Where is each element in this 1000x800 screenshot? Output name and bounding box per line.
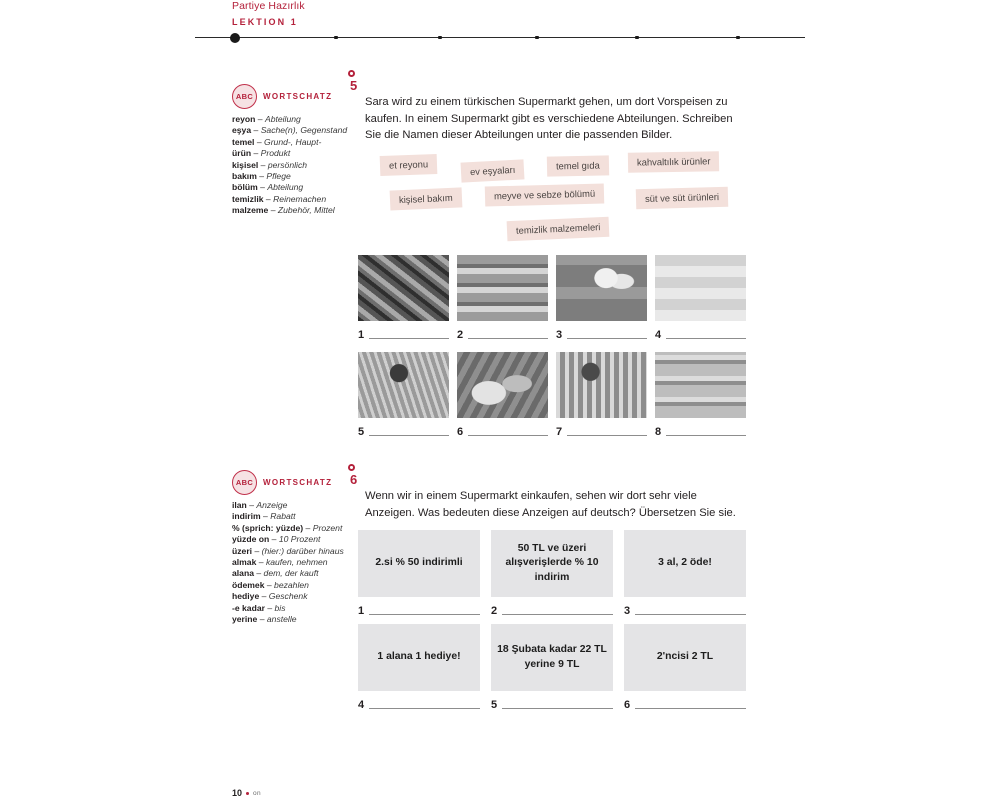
vocabulary-separator: – [264, 602, 275, 613]
advertisement-cell [491, 624, 613, 711]
vocabulary-term: reyon [232, 114, 256, 124]
advertisement-text: 1 alana 1 hediye! [358, 624, 480, 691]
vocabulary-separator: – [269, 534, 279, 545]
answer-row [556, 424, 647, 438]
vocabulary-separator: – [252, 545, 262, 556]
answer-blank-line[interactable] [666, 435, 746, 436]
vocabulary-term: eşya [232, 125, 252, 136]
answer-blank-line[interactable] [369, 435, 449, 436]
vocabulary-header [232, 470, 352, 494]
answer-number: 2 [457, 329, 464, 341]
vocabulary-gloss: dem, der kauft [263, 568, 319, 579]
photo-1 [358, 255, 449, 321]
vocabulary-entry [232, 500, 352, 511]
advertisement-text: 18 Şubata kadar 22 TL yerine 9 TL [491, 624, 613, 691]
vocabulary-term: ödemek [232, 579, 265, 590]
advertisement-text: 50 TL ve üzeri alışverişlerde % 10 indirim [491, 530, 613, 597]
advertisement-cell [624, 530, 746, 617]
vocabulary-gloss: Sache(n), Gegenstand [260, 125, 348, 136]
vocabulary-gloss: persönlich [267, 159, 308, 170]
vocabulary-gloss: Geschenk [268, 591, 308, 602]
word-chip[interactable]: meyve ve sebze bölümü [485, 183, 605, 206]
vocabulary-separator: – [251, 125, 261, 136]
vocabulary-gloss: Produkt [260, 148, 291, 159]
word-chip-bank [365, 155, 755, 245]
vocabulary-term: % (sprich: yüzde) [232, 522, 304, 533]
answer-number: 6 [624, 699, 631, 711]
answer-blank-line[interactable] [502, 614, 613, 615]
picture-cell [556, 352, 647, 438]
abc-icon: ABC [232, 470, 257, 495]
vocabulary-entry [232, 182, 352, 193]
vocabulary-separator: – [258, 159, 268, 170]
answer-blank-line[interactable] [567, 435, 647, 436]
advertisement-cell [491, 530, 613, 617]
vocabulary-separator: – [303, 522, 313, 533]
vocabulary-entry [232, 546, 352, 557]
word-chip[interactable]: kahvaltılık ürünler [628, 151, 720, 173]
vocabulary-separator: – [253, 568, 264, 579]
word-chip[interactable]: temizlik malzemeleri [507, 217, 610, 241]
vocabulary-separator: – [246, 500, 257, 510]
vocabulary-entry [232, 125, 352, 136]
vocabulary-gloss: (hier:) darüber hinaus [261, 545, 344, 556]
vocabulary-term: bölüm [232, 182, 258, 193]
vocabulary-entry [232, 614, 352, 625]
answer-row [457, 327, 548, 341]
answer-blank-line[interactable] [468, 338, 548, 339]
exercise-instruction: Wenn wir in einem Supermarkt einkaufen, sehen wir dort sehr viele Anzeigen. Was bedeuten diese Anzeigen auf deutsch? Übersetzen Sie sie. [365, 490, 736, 519]
vocabulary-separator: – [257, 614, 267, 625]
vocabulary-separator: – [268, 205, 278, 216]
answer-number: 5 [491, 699, 498, 711]
page-header-lesson: LEKTION 1 [232, 17, 298, 27]
vocabulary-label: WORTSCHATZ [263, 91, 333, 101]
advertisement-cell [624, 624, 746, 711]
vocabulary-header [232, 84, 352, 108]
answer-number: 5 [358, 426, 365, 438]
answer-row [358, 697, 480, 711]
answer-row [655, 327, 746, 341]
vocabulary-list [232, 114, 352, 217]
word-chip[interactable]: temel gıda [547, 155, 609, 176]
answer-number: 3 [624, 605, 631, 617]
exercise-marker-icon [348, 70, 355, 77]
vocabulary-separator: – [259, 591, 269, 602]
answer-blank-line[interactable] [369, 338, 449, 339]
vocabulary-entry [232, 580, 352, 591]
picture-cell [457, 352, 548, 438]
vocabulary-term: indirim [232, 511, 261, 522]
photo-2 [457, 255, 548, 321]
vocabulary-entry [232, 171, 352, 182]
vocabulary-entry [232, 194, 352, 205]
abc-icon: ABC [232, 84, 257, 109]
picture-cell [556, 255, 647, 341]
vocabulary-gloss: bezahlen [274, 579, 309, 590]
answer-row [491, 697, 613, 711]
vocabulary-gloss: Anzeige [256, 500, 288, 510]
timeline-dot-1 [230, 33, 240, 43]
vocabulary-separator: – [260, 511, 271, 522]
answer-row [556, 327, 647, 341]
photo-4 [655, 255, 746, 321]
answer-row [624, 697, 746, 711]
answer-blank-line[interactable] [369, 614, 480, 615]
answer-number: 6 [457, 426, 464, 438]
answer-blank-line[interactable] [502, 708, 613, 709]
advertisement-cell [358, 624, 480, 711]
vocabulary-entry [232, 534, 352, 545]
word-chip[interactable]: ev eşyaları [461, 159, 525, 182]
page-header-title: Partiye Hazırlık [232, 0, 305, 12]
vocabulary-entry [232, 603, 352, 614]
timeline-dot-6 [736, 36, 740, 40]
footer-dot-icon [246, 792, 249, 795]
page-number: 10 [232, 788, 243, 798]
advertisement-grid [358, 530, 748, 720]
picture-cell [358, 352, 449, 438]
footer-language-label: on [253, 789, 262, 797]
vocabulary-gloss: Abteilung [267, 182, 304, 193]
answer-row [491, 603, 613, 617]
vocabulary-term: -e kadar [232, 602, 265, 613]
vocabulary-label: WORTSCHATZ [263, 477, 333, 487]
picture-cell [457, 255, 548, 341]
vocabulary-separator: – [264, 579, 275, 590]
answer-row [655, 424, 746, 438]
answer-row [358, 603, 480, 617]
vocabulary-term: bakım [232, 171, 257, 182]
vocabulary-entry [232, 568, 352, 579]
answer-blank-line[interactable] [666, 338, 746, 339]
answer-number: 3 [556, 329, 563, 341]
vocabulary-separator: – [263, 193, 274, 204]
vocabulary-gloss: Abteilung [264, 114, 301, 124]
vocabulary-separator: – [257, 182, 268, 193]
answer-number: 2 [491, 605, 498, 617]
word-chip[interactable]: kişisel bakım [390, 187, 462, 210]
vocabulary-entry [232, 160, 352, 171]
exercise-number: 5 [350, 78, 358, 93]
timeline-dot-4 [535, 36, 539, 40]
vocabulary-entry [232, 137, 352, 148]
vocabulary-entry [232, 523, 352, 534]
vocabulary-entry [232, 148, 352, 159]
vocabulary-entry [232, 511, 352, 522]
picture-grid [358, 255, 748, 445]
picture-cell [655, 255, 746, 341]
vocabulary-gloss: bis [274, 602, 286, 613]
lesson-timeline [195, 37, 805, 38]
vocabulary-term: temizlik [232, 193, 264, 204]
exercise-instruction: Sara wird zu einem türkischen Supermarkt gehen, um dort Vorspeisen zu kaufen. In einem Supermarkt gibt es verschiedene Abteilungen. Schreiben Sie die Namen dieser Abteilungen unter die passenden Bilder. [365, 96, 733, 141]
vocabulary-box-2 [232, 470, 352, 625]
answer-row [457, 424, 548, 438]
timeline-dot-3 [438, 36, 442, 40]
vocabulary-term: malzeme [232, 205, 269, 216]
answer-blank-line[interactable] [635, 614, 746, 615]
vocabulary-separator: – [256, 557, 266, 568]
answer-blank-line[interactable] [369, 708, 480, 709]
advertisement-text: 2'ncisi 2 TL [624, 624, 746, 691]
vocabulary-gloss: Rabatt [270, 511, 296, 522]
vocabulary-term: almak [232, 557, 257, 568]
vocabulary-term: alana [232, 568, 254, 579]
word-chip[interactable]: süt ve süt ürünleri [636, 187, 728, 209]
vocabulary-term: yüzde on [232, 534, 270, 545]
vocabulary-list [232, 500, 352, 625]
answer-number: 4 [655, 329, 662, 341]
vocabulary-separator: – [251, 148, 261, 159]
vocabulary-entry [232, 591, 352, 602]
vocabulary-term: kişisel [232, 159, 259, 170]
vocabulary-term: üzeri [232, 545, 253, 556]
vocabulary-gloss: Grund-, Haupt- [264, 136, 322, 147]
vocabulary-term: hediye [232, 591, 260, 602]
vocabulary-gloss: Zubehör, Mittel [277, 205, 335, 216]
page-footer [232, 788, 261, 798]
photo-7 [556, 352, 647, 418]
vocabulary-separator: – [254, 136, 265, 147]
vocabulary-entry [232, 557, 352, 568]
answer-row [624, 603, 746, 617]
timeline-dot-2 [334, 36, 338, 40]
vocabulary-entry [232, 205, 352, 216]
vocabulary-separator: – [255, 114, 265, 124]
answer-blank-line[interactable] [567, 338, 647, 339]
advertisement-text: 2.si % 50 indirimli [358, 530, 480, 597]
answer-row [358, 327, 449, 341]
timeline-dot-5 [635, 36, 639, 40]
photo-5 [358, 352, 449, 418]
answer-blank-line[interactable] [635, 708, 746, 709]
answer-row [358, 424, 449, 438]
picture-cell [655, 352, 746, 438]
answer-number: 4 [358, 699, 365, 711]
vocabulary-term: yerine [232, 614, 258, 625]
vocabulary-term: ilan [232, 500, 247, 510]
answer-number: 7 [556, 426, 563, 438]
answer-number: 1 [358, 605, 365, 617]
word-chip[interactable]: et reyonu [380, 154, 438, 176]
vocabulary-gloss: kaufen, nehmen [265, 557, 328, 568]
vocabulary-gloss: Prozent [312, 522, 343, 533]
vocabulary-term: ürün [232, 148, 252, 159]
advertisement-cell [358, 530, 480, 617]
picture-cell [358, 255, 449, 341]
answer-blank-line[interactable] [468, 435, 548, 436]
answer-number: 8 [655, 426, 662, 438]
vocabulary-gloss: anstelle [266, 614, 297, 625]
vocabulary-entry [232, 114, 352, 125]
vocabulary-term: temel [232, 136, 255, 147]
vocabulary-separator: – [256, 171, 267, 182]
photo-6 [457, 352, 548, 418]
photo-3 [556, 255, 647, 321]
advertisement-text: 3 al, 2 öde! [624, 530, 746, 597]
photo-8 [655, 352, 746, 418]
vocabulary-box-1 [232, 84, 352, 217]
vocabulary-gloss: Reinemachen [273, 193, 327, 204]
exercise-marker-icon [348, 464, 355, 471]
exercise-number: 6 [350, 472, 358, 487]
vocabulary-gloss: 10 Prozent [278, 534, 321, 545]
answer-number: 1 [358, 329, 365, 341]
vocabulary-gloss: Pflege [266, 171, 291, 182]
